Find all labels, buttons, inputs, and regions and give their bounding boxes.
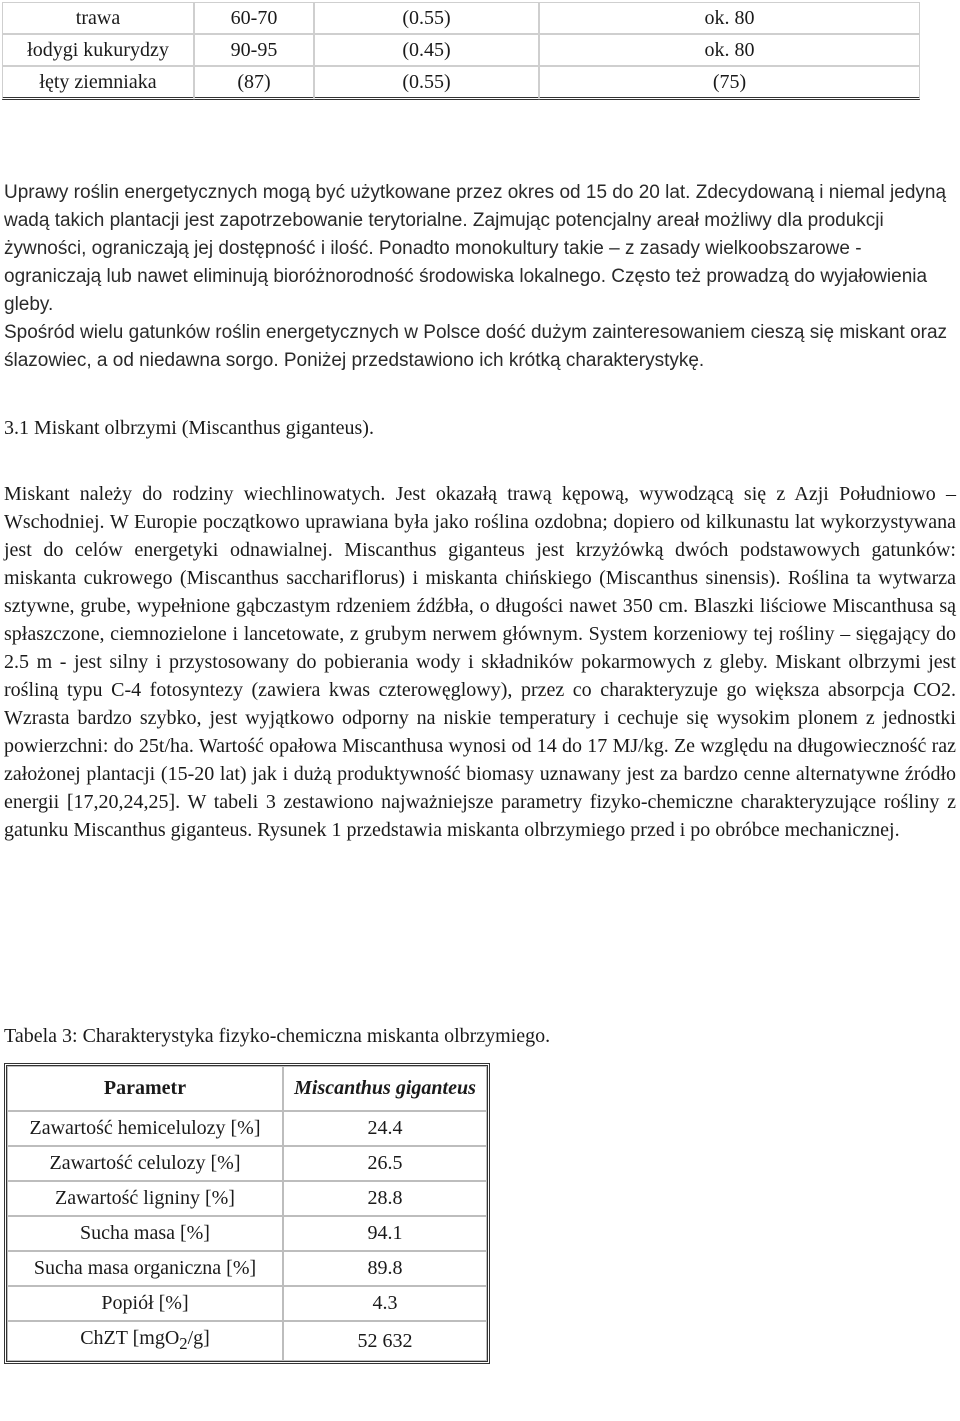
section-body: Miskant należy do rodziny wiechlinowatych. Jest okazałą trawą kępową, wywodzącą się z Azji Południowo – Wschodniej. W Europie początkowo uprawiana była jako roślina ozdobna; dopiero od kilkunastu lat wykorzystywana jest do celów energetyki odnawialnej. Miscanthus giganteus jest krzyżówką dwóch podstawowych gatunków: miskanta cukrowego (Miscanthus sacchariflorus) i miskanta chińskiego (Miscanthus sinensis). Roślina ta wytwarza sztywne, grube, wypełnione gąbczastym rdzeniem źdźbła, o długości nawet 350 cm. Blaszki liściowe Miscanthusa są spłaszczone, ciemnozielone i lancetowate, z grubym nerwem głównym. System korzeniowy tej rośliny – sięgający do 2.5 m - jest silny i przystosowany do pobierania wody i składników pokarmowych z gleby. Miskant olbrzymi jest rośliną typu C-4 fotosyntezy (zawiera kwas czterowęglowy), przez co charakteryzuje go większa absorpcja CO2. Wzrasta bardzo szybko, jest wyjątkowo odporny na niskie temperatury i cechuje się wysokim plonem z jednostki powierzchni: do 25t/ha. Wartość opałowa Miscanthusa wynosi od 14 do 17 MJ/kg. Ze względu na długowieczność raz założonej plantacji (15-20 lat) jak i dużą produktywność biomasy uznawany jest za bardzo cenne alternatywne źródło energii [17,20,24,25]. W tabeli 3 zestawiono najważniejsze parametry fizyko-chemiczne charakteryzujące rośliny z gatunku Miscanthus giganteus. Rysunek 1 przedstawia miskanta olbrzymiego przed i po obróbce mechanicznej. <box>4 483 956 841</box>
subscript: 2 <box>179 1334 188 1353</box>
value-cell: 28.8 <box>283 1181 487 1216</box>
section-heading: 3.1 Miskant olbrzymi (Miscanthus giganteus). <box>4 417 374 439</box>
table-cell: (0.45) <box>314 34 539 66</box>
table-row <box>7 1111 487 1146</box>
chzt-unit: /g] <box>187 1327 210 1349</box>
value-cell: 24.4 <box>283 1111 487 1146</box>
table-cell: (0.55) <box>314 2 539 34</box>
intro-paragraph: Uprawy roślin energetycznych mogą być użytkowane przez okres od 15 do 20 lat. Zdecydowaną i niemal jedyną wadą takich plantacji jest zapotrzebowanie terytorialne. Zajmując potencjalny areał możliwy dla produkcji żywności, ograniczają jej dostępność i ilość. Ponadto monokultury takie – z zasady wielkoobszarowe - ograniczają lub nawet eliminują bioróżnorodność środowiska lokalnego. Często też prowadzą do wyjałowienia gleby. <box>4 182 947 315</box>
value-cell: 26.5 <box>283 1146 487 1181</box>
table-row <box>7 1321 487 1361</box>
table-row <box>7 1181 487 1216</box>
parameter-cell: Sucha masa organiczna [%] <box>7 1251 283 1286</box>
parameter-cell: Zawartość celulozy [%] <box>7 1146 283 1181</box>
table-cell: (75) <box>539 66 920 100</box>
biomass-table <box>2 2 920 100</box>
column-header-value: Miscanthus giganteus <box>283 1066 487 1111</box>
table-row <box>7 1146 487 1181</box>
table-cell: trawa <box>2 2 194 34</box>
table-row <box>7 1216 487 1251</box>
table-row <box>7 1251 487 1286</box>
value-cell: 4.3 <box>283 1286 487 1321</box>
table-row <box>2 66 920 100</box>
table-caption: Tabela 3: Charakterystyka fizyko-chemiczna miskanta olbrzymiego. <box>4 1025 551 1047</box>
table-header-row <box>7 1066 487 1111</box>
parameter-cell: Zawartość hemicelulozy [%] <box>7 1111 283 1146</box>
intro-paragraph: Spośród wielu gatunków roślin energetycznych w Polsce dość dużym zainteresowaniem cieszą się miskant oraz ślazowiec, a od niedawna sorgo. Poniżej przedstawiono ich krótką charakterystykę. <box>4 322 948 371</box>
table-cell: (87) <box>194 66 314 100</box>
table-cell: 90-95 <box>194 34 314 66</box>
table-cell: ok. 80 <box>539 2 920 34</box>
table-row <box>2 34 920 66</box>
value-cell: 94.1 <box>283 1216 487 1251</box>
table-row <box>2 2 920 34</box>
table-cell: (0.55) <box>314 66 539 100</box>
parameters-table <box>4 1063 490 1364</box>
table-cell: 60-70 <box>194 2 314 34</box>
column-header-parameter: Parametr <box>7 1066 283 1111</box>
table-cell: ok. 80 <box>539 34 920 66</box>
table-cell: łodygi kukurydzy <box>2 34 194 66</box>
value-cell: 52 632 <box>283 1321 487 1361</box>
value-cell: 89.8 <box>283 1251 487 1286</box>
chzt-label: ChZT [mgO <box>80 1327 180 1349</box>
parameter-cell <box>7 1321 283 1361</box>
parameter-cell: Zawartość ligniny [%] <box>7 1181 283 1216</box>
table-row <box>7 1286 487 1321</box>
table-cell: łęty ziemniaka <box>2 66 194 100</box>
parameter-cell: Popiół [%] <box>7 1286 283 1321</box>
parameter-cell: Sucha masa [%] <box>7 1216 283 1251</box>
